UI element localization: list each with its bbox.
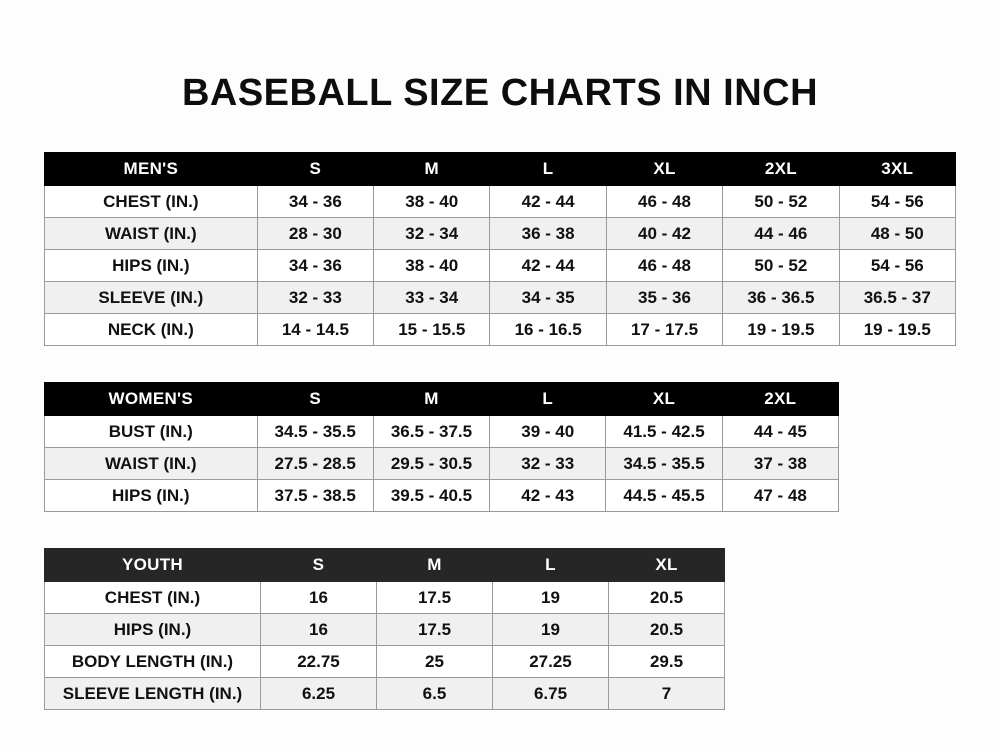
- table-row: [45, 186, 956, 218]
- mens-cell-1-3: 40 - 42: [606, 218, 722, 250]
- womens-cell-2-2: 42 - 43: [490, 480, 606, 512]
- mens-cell-2-2: 42 - 44: [490, 250, 606, 282]
- mens-row-label-2: HIPS (IN.): [45, 250, 258, 282]
- mens-cell-4-1: 15 - 15.5: [374, 314, 490, 346]
- womens-header-cell-3: L: [490, 383, 606, 416]
- table-row: [45, 448, 839, 480]
- womens-cell-0-3: 41.5 - 42.5: [606, 416, 722, 448]
- mens-cell-0-5: 54 - 56: [839, 186, 955, 218]
- mens-header-cell-1: S: [257, 153, 373, 186]
- womens-cell-1-3: 34.5 - 35.5: [606, 448, 722, 480]
- youth-cell-2-3: 29.5: [609, 646, 725, 678]
- mens-header-cell-5: 2XL: [723, 153, 839, 186]
- youth-row-label-0: CHEST (IN.): [45, 582, 261, 614]
- womens-cell-2-1: 39.5 - 40.5: [373, 480, 489, 512]
- womens-cell-0-4: 44 - 45: [722, 416, 838, 448]
- youth-header-cell-0: YOUTH: [45, 549, 261, 582]
- youth-header-cell-4: XL: [609, 549, 725, 582]
- youth-cell-2-0: 22.75: [261, 646, 377, 678]
- womens-cell-0-0: 34.5 - 35.5: [257, 416, 373, 448]
- youth-cell-0-2: 19: [493, 582, 609, 614]
- mens-cell-0-0: 34 - 36: [257, 186, 373, 218]
- youth-cell-0-0: 16: [261, 582, 377, 614]
- mens-header-cell-0: MEN'S: [45, 153, 258, 186]
- mens-size-table: [44, 152, 956, 346]
- youth-cell-1-0: 16: [261, 614, 377, 646]
- mens-cell-4-4: 19 - 19.5: [723, 314, 839, 346]
- mens-header-cell-4: XL: [606, 153, 722, 186]
- youth-cell-3-3: 7: [609, 678, 725, 710]
- mens-cell-1-4: 44 - 46: [723, 218, 839, 250]
- mens-header-cell-6: 3XL: [839, 153, 955, 186]
- mens-cell-3-1: 33 - 34: [374, 282, 490, 314]
- mens-row-label-1: WAIST (IN.): [45, 218, 258, 250]
- mens-row-label-3: SLEEVE (IN.): [45, 282, 258, 314]
- table-header-row: [45, 549, 725, 582]
- mens-cell-0-3: 46 - 48: [606, 186, 722, 218]
- table-row: [45, 250, 956, 282]
- mens-cell-2-3: 46 - 48: [606, 250, 722, 282]
- mens-cell-1-2: 36 - 38: [490, 218, 606, 250]
- mens-cell-3-3: 35 - 36: [606, 282, 722, 314]
- youth-header-cell-1: S: [261, 549, 377, 582]
- womens-header-cell-5: 2XL: [722, 383, 838, 416]
- youth-row-label-1: HIPS (IN.): [45, 614, 261, 646]
- youth-cell-1-2: 19: [493, 614, 609, 646]
- womens-row-label-1: WAIST (IN.): [45, 448, 258, 480]
- mens-cell-3-2: 34 - 35: [490, 282, 606, 314]
- table-row: [45, 646, 725, 678]
- mens-cell-2-4: 50 - 52: [723, 250, 839, 282]
- youth-cell-1-1: 17.5: [377, 614, 493, 646]
- mens-cell-3-4: 36 - 36.5: [723, 282, 839, 314]
- youth-row-label-3: SLEEVE LENGTH (IN.): [45, 678, 261, 710]
- table-row: [45, 314, 956, 346]
- mens-cell-4-2: 16 - 16.5: [490, 314, 606, 346]
- youth-cell-0-3: 20.5: [609, 582, 725, 614]
- womens-cell-1-0: 27.5 - 28.5: [257, 448, 373, 480]
- womens-row-label-0: BUST (IN.): [45, 416, 258, 448]
- womens-cell-2-3: 44.5 - 45.5: [606, 480, 722, 512]
- womens-header-cell-2: M: [373, 383, 489, 416]
- table-header-row: [45, 153, 956, 186]
- mens-cell-2-0: 34 - 36: [257, 250, 373, 282]
- table-row: [45, 480, 839, 512]
- mens-cell-3-5: 36.5 - 37: [839, 282, 955, 314]
- table-row: [45, 282, 956, 314]
- table-row: [45, 678, 725, 710]
- tables-container: [0, 152, 1000, 710]
- mens-cell-0-2: 42 - 44: [490, 186, 606, 218]
- mens-cell-1-5: 48 - 50: [839, 218, 955, 250]
- youth-cell-3-2: 6.75: [493, 678, 609, 710]
- page-title: BASEBALL SIZE CHARTS IN INCH: [181, 72, 819, 114]
- mens-row-label-4: NECK (IN.): [45, 314, 258, 346]
- mens-cell-0-1: 38 - 40: [374, 186, 490, 218]
- youth-cell-2-1: 25: [377, 646, 493, 678]
- womens-header-cell-0: WOMEN'S: [45, 383, 258, 416]
- youth-cell-3-0: 6.25: [261, 678, 377, 710]
- mens-row-label-0: CHEST (IN.): [45, 186, 258, 218]
- youth-cell-0-1: 17.5: [377, 582, 493, 614]
- mens-cell-1-0: 28 - 30: [257, 218, 373, 250]
- mens-header-cell-2: M: [374, 153, 490, 186]
- womens-cell-1-1: 29.5 - 30.5: [373, 448, 489, 480]
- womens-size-table: [44, 382, 839, 512]
- youth-header-cell-2: M: [377, 549, 493, 582]
- mens-cell-3-0: 32 - 33: [257, 282, 373, 314]
- womens-cell-1-4: 37 - 38: [722, 448, 838, 480]
- youth-header-cell-3: L: [493, 549, 609, 582]
- youth-cell-1-3: 20.5: [609, 614, 725, 646]
- womens-row-label-2: HIPS (IN.): [45, 480, 258, 512]
- youth-row-label-2: BODY LENGTH (IN.): [45, 646, 261, 678]
- youth-size-table: [44, 548, 725, 710]
- table-row: [45, 218, 956, 250]
- mens-cell-4-5: 19 - 19.5: [839, 314, 955, 346]
- youth-cell-2-2: 27.25: [493, 646, 609, 678]
- mens-cell-2-1: 38 - 40: [374, 250, 490, 282]
- womens-cell-2-4: 47 - 48: [722, 480, 838, 512]
- womens-cell-0-2: 39 - 40: [490, 416, 606, 448]
- mens-cell-1-1: 32 - 34: [374, 218, 490, 250]
- youth-cell-3-1: 6.5: [377, 678, 493, 710]
- table-row: [45, 614, 725, 646]
- womens-header-cell-4: XL: [606, 383, 722, 416]
- table-row: [45, 416, 839, 448]
- mens-header-cell-3: L: [490, 153, 606, 186]
- table-row: [45, 582, 725, 614]
- womens-header-cell-1: S: [257, 383, 373, 416]
- table-header-row: [45, 383, 839, 416]
- mens-cell-0-4: 50 - 52: [723, 186, 839, 218]
- mens-cell-4-3: 17 - 17.5: [606, 314, 722, 346]
- womens-cell-0-1: 36.5 - 37.5: [373, 416, 489, 448]
- mens-cell-4-0: 14 - 14.5: [257, 314, 373, 346]
- womens-cell-2-0: 37.5 - 38.5: [257, 480, 373, 512]
- womens-cell-1-2: 32 - 33: [490, 448, 606, 480]
- mens-cell-2-5: 54 - 56: [839, 250, 955, 282]
